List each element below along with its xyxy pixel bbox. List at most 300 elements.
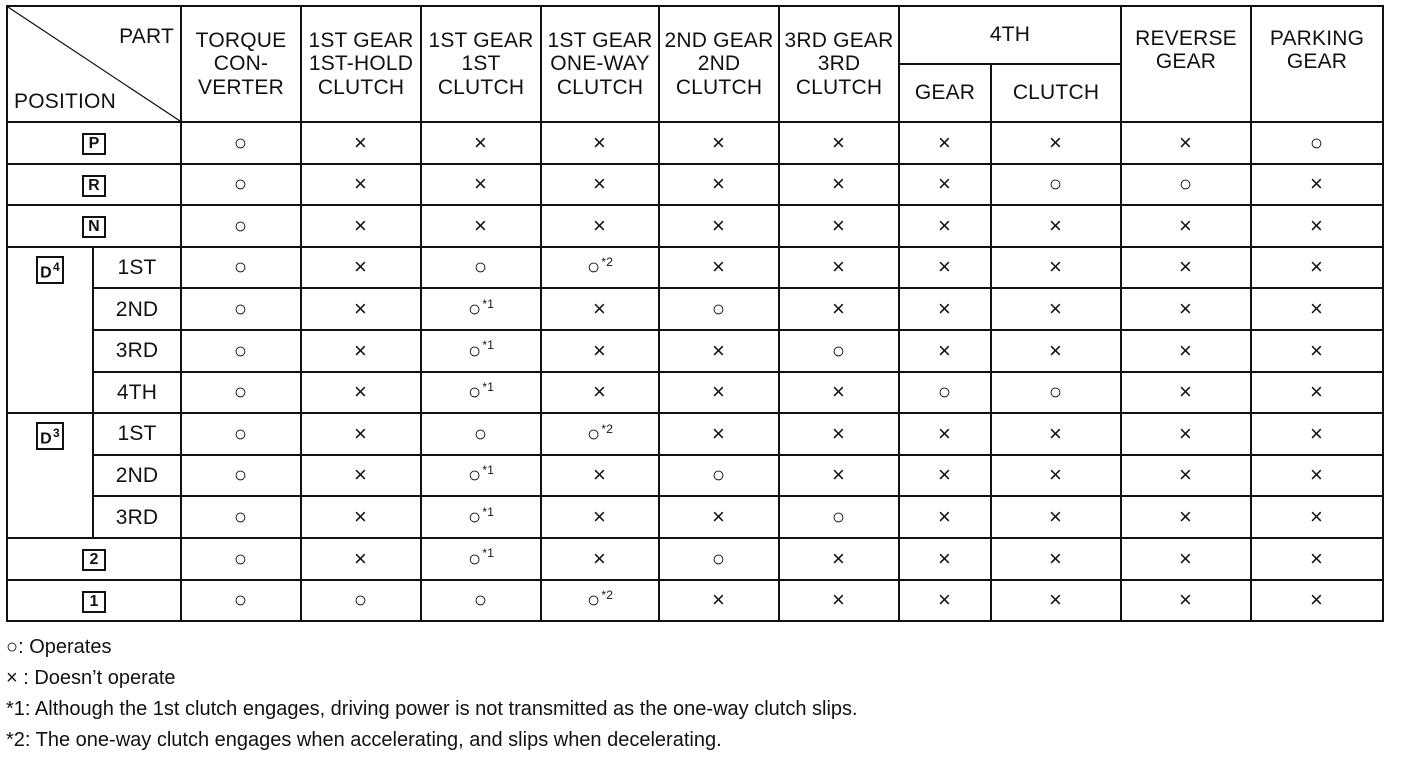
status-cell	[301, 205, 421, 247]
status-symbol: ×	[831, 296, 846, 322]
status-symbol: ×	[711, 254, 726, 280]
legend-operates: ○: Operates	[6, 636, 112, 659]
status-cell	[991, 413, 1121, 455]
status-symbol: ×	[592, 212, 607, 238]
position-cell	[7, 538, 181, 580]
status-symbol: ○	[353, 587, 368, 613]
status-symbol: ×	[1178, 254, 1193, 280]
status-cell	[1251, 164, 1383, 206]
status-symbol: ×	[831, 587, 846, 613]
status-symbol: ×	[1309, 587, 1324, 613]
status-symbol: ○	[711, 462, 726, 488]
status-cell	[181, 413, 301, 455]
status-symbol: ×	[592, 462, 607, 488]
status-symbol: ×	[1048, 504, 1063, 530]
col-4th-gear: GEAR	[899, 64, 991, 122]
status-symbol: ×	[1048, 296, 1063, 322]
status-cell	[1121, 455, 1251, 497]
status-cell	[779, 580, 899, 622]
status-cell	[541, 288, 659, 330]
position-sub: 3	[52, 426, 60, 441]
status-cell	[181, 538, 301, 580]
status-symbol: ×	[353, 420, 368, 446]
status-cell	[421, 580, 541, 622]
status-cell	[541, 538, 659, 580]
status-symbol: ○	[233, 545, 248, 571]
application-table	[6, 5, 1384, 622]
status-cell	[1251, 288, 1383, 330]
status-symbol: ○	[233, 171, 248, 197]
status-cell	[421, 205, 541, 247]
status-symbol: ○	[233, 504, 248, 530]
status-cell	[301, 538, 421, 580]
status-cell	[899, 413, 991, 455]
status-symbol: ○	[233, 462, 248, 488]
status-cell	[181, 580, 301, 622]
status-symbol: ×	[831, 212, 846, 238]
status-cell	[779, 496, 899, 538]
position-letter: D	[40, 264, 52, 282]
status-cell	[1121, 496, 1251, 538]
status-symbol: ○	[233, 420, 248, 446]
status-cell	[1121, 413, 1251, 455]
status-cell	[541, 372, 659, 414]
status-symbol: ×	[1048, 254, 1063, 280]
status-cell	[1121, 330, 1251, 372]
status-cell	[991, 538, 1121, 580]
status-symbol: ×	[353, 296, 368, 322]
status-cell	[899, 247, 991, 289]
status-cell	[541, 330, 659, 372]
status-symbol: ×	[711, 504, 726, 530]
position-d4-symbol	[36, 256, 64, 284]
status-cell	[541, 205, 659, 247]
status-symbol: ×	[1178, 296, 1193, 322]
status-cell	[301, 122, 421, 164]
corner-header	[7, 6, 181, 122]
footnote-ref: *2	[601, 587, 614, 602]
status-symbol: ○	[233, 254, 248, 280]
status-symbol: ×	[353, 462, 368, 488]
footnote-ref: *1	[482, 296, 495, 311]
gear-cell: 1ST	[93, 413, 181, 455]
table-row	[7, 580, 1383, 622]
status-symbol: ×	[831, 545, 846, 571]
status-cell	[991, 330, 1121, 372]
status-symbol: ×	[937, 545, 952, 571]
status-cell	[659, 413, 779, 455]
status-symbol: ×	[711, 129, 726, 155]
status-symbol: ○	[233, 129, 248, 155]
status-symbol: ×	[831, 420, 846, 446]
status-symbol: ×	[1178, 587, 1193, 613]
status-cell	[991, 247, 1121, 289]
col-torque-converter: TORQUE CON- VERTER	[181, 6, 301, 122]
status-cell	[301, 164, 421, 206]
table-row	[7, 496, 1383, 538]
status-symbol: ×	[592, 337, 607, 363]
status-symbol: ×	[711, 420, 726, 446]
status-cell	[1121, 538, 1251, 580]
status-cell	[779, 164, 899, 206]
status-cell	[899, 330, 991, 372]
status-symbol: ×	[711, 212, 726, 238]
status-symbol: ×	[1178, 420, 1193, 446]
status-symbol: ×	[831, 171, 846, 197]
status-symbol: ×	[937, 462, 952, 488]
status-symbol: ○	[233, 212, 248, 238]
position-1: 1	[82, 591, 106, 613]
status-cell	[421, 538, 541, 580]
status-symbol: ○	[473, 420, 488, 446]
status-cell	[991, 122, 1121, 164]
legend-not-operate: × : Doesn’t operate	[6, 667, 176, 690]
status-cell	[1251, 205, 1383, 247]
status-cell	[659, 122, 779, 164]
status-symbol: ×	[1048, 212, 1063, 238]
position-cell	[7, 122, 181, 164]
status-symbol: ○	[711, 545, 726, 571]
footnote-ref: *1	[482, 463, 495, 478]
status-cell	[541, 247, 659, 289]
status-symbol: ×	[592, 296, 607, 322]
gear-cell: 2ND	[93, 288, 181, 330]
table-row	[7, 372, 1383, 414]
status-symbol: ○	[467, 296, 482, 322]
status-cell	[659, 496, 779, 538]
status-symbol: ×	[1048, 545, 1063, 571]
col-1st-clutch: 1ST GEAR 1ST CLUTCH	[421, 6, 541, 122]
status-cell	[899, 538, 991, 580]
status-cell	[541, 496, 659, 538]
status-symbol: ○	[586, 254, 601, 280]
position-d4	[7, 247, 93, 413]
status-symbol: ×	[1178, 504, 1193, 530]
status-cell	[991, 288, 1121, 330]
status-symbol: ○	[586, 587, 601, 613]
status-symbol: ×	[473, 212, 488, 238]
status-symbol: ×	[1048, 129, 1063, 155]
gear-cell: 4TH	[93, 372, 181, 414]
position-d3	[7, 413, 93, 538]
status-cell	[1121, 247, 1251, 289]
position-2: 2	[82, 549, 106, 571]
status-cell	[421, 288, 541, 330]
status-cell	[899, 372, 991, 414]
status-cell	[779, 413, 899, 455]
status-cell	[1121, 580, 1251, 622]
status-symbol: ×	[1309, 171, 1324, 197]
status-cell	[421, 372, 541, 414]
status-symbol: ○	[233, 587, 248, 613]
status-symbol: ×	[1309, 545, 1324, 571]
status-cell	[541, 164, 659, 206]
status-cell	[899, 580, 991, 622]
status-symbol: ○	[473, 587, 488, 613]
status-cell	[181, 372, 301, 414]
status-cell	[659, 538, 779, 580]
table-row	[7, 538, 1383, 580]
status-cell	[991, 455, 1121, 497]
footnote-ref: *2	[601, 255, 614, 270]
status-cell	[1251, 538, 1383, 580]
status-cell	[899, 205, 991, 247]
gear-cell: 3RD	[93, 496, 181, 538]
status-cell	[899, 496, 991, 538]
status-cell	[659, 330, 779, 372]
status-cell	[301, 413, 421, 455]
part-label: PART	[119, 25, 174, 48]
status-cell	[659, 164, 779, 206]
status-symbol: ×	[1309, 296, 1324, 322]
footnote-ref: *1	[482, 379, 495, 394]
status-symbol: ×	[937, 504, 952, 530]
footnote-2: *2: The one-way clutch engages when accelerating, and slips when decelerating.	[6, 729, 722, 752]
status-symbol: ×	[592, 129, 607, 155]
status-symbol: ×	[711, 379, 726, 405]
status-cell	[181, 164, 301, 206]
col-reverse-gear: REVERSE GEAR	[1121, 6, 1251, 122]
status-symbol: ×	[1178, 212, 1193, 238]
table-row	[7, 205, 1383, 247]
status-cell	[421, 413, 541, 455]
status-cell	[301, 330, 421, 372]
status-cell	[541, 413, 659, 455]
status-cell	[1251, 372, 1383, 414]
status-symbol: ×	[937, 212, 952, 238]
footnote-ref: *1	[482, 338, 495, 353]
status-symbol: ○	[831, 504, 846, 530]
status-symbol: ×	[1309, 379, 1324, 405]
status-cell	[779, 247, 899, 289]
table-row	[7, 247, 1383, 289]
status-symbol: ×	[353, 545, 368, 571]
gear-cell: 2ND	[93, 455, 181, 497]
position-cell	[7, 580, 181, 622]
col-2nd-clutch: 2ND GEAR 2ND CLUTCH	[659, 6, 779, 122]
legend	[6, 632, 1382, 756]
status-cell	[301, 288, 421, 330]
status-symbol: ×	[353, 171, 368, 197]
status-cell	[421, 164, 541, 206]
status-symbol: ○	[467, 504, 482, 530]
status-symbol: ○	[473, 254, 488, 280]
status-cell	[991, 164, 1121, 206]
status-cell	[1251, 122, 1383, 164]
status-symbol: ○	[467, 379, 482, 405]
status-cell	[181, 122, 301, 164]
table-row	[7, 330, 1383, 372]
status-cell	[779, 538, 899, 580]
status-cell	[899, 122, 991, 164]
status-cell	[1251, 580, 1383, 622]
status-symbol: ○	[1309, 129, 1324, 155]
table-row	[7, 122, 1383, 164]
table-row	[7, 413, 1383, 455]
status-cell	[541, 455, 659, 497]
status-cell	[301, 247, 421, 289]
status-cell	[779, 330, 899, 372]
status-symbol: ○	[467, 462, 482, 488]
status-symbol: ×	[353, 129, 368, 155]
status-symbol: ×	[592, 171, 607, 197]
status-symbol: ×	[1178, 379, 1193, 405]
status-symbol: ○	[467, 545, 482, 571]
status-cell	[779, 455, 899, 497]
status-cell	[1251, 413, 1383, 455]
col-4th-clutch: CLUTCH	[991, 64, 1121, 122]
status-cell	[1121, 372, 1251, 414]
status-symbol: ×	[353, 337, 368, 363]
status-symbol: ×	[1309, 420, 1324, 446]
status-symbol: ×	[831, 254, 846, 280]
status-cell	[301, 580, 421, 622]
status-symbol: ×	[1048, 420, 1063, 446]
status-symbol: ×	[1309, 254, 1324, 280]
status-cell	[181, 247, 301, 289]
status-symbol: ○	[467, 337, 482, 363]
footnote-ref: *1	[482, 504, 495, 519]
status-cell	[991, 205, 1121, 247]
status-cell	[181, 496, 301, 538]
status-cell	[899, 288, 991, 330]
status-cell	[991, 496, 1121, 538]
status-cell	[181, 205, 301, 247]
status-symbol: ×	[937, 420, 952, 446]
status-symbol: ×	[1048, 337, 1063, 363]
status-cell	[421, 496, 541, 538]
status-symbol: ×	[592, 379, 607, 405]
table-row	[7, 455, 1383, 497]
table-row	[7, 164, 1383, 206]
status-symbol: ×	[711, 171, 726, 197]
status-symbol: ○	[937, 379, 952, 405]
status-symbol: ×	[1178, 129, 1193, 155]
status-symbol: ×	[831, 129, 846, 155]
position-cell	[7, 205, 181, 247]
status-cell	[1121, 205, 1251, 247]
status-cell	[659, 455, 779, 497]
status-symbol: ×	[937, 254, 952, 280]
status-symbol: ×	[353, 504, 368, 530]
status-symbol: ×	[711, 337, 726, 363]
status-cell	[421, 330, 541, 372]
position-p: P	[82, 133, 106, 155]
status-cell	[1251, 247, 1383, 289]
status-cell	[421, 455, 541, 497]
status-cell	[899, 455, 991, 497]
status-symbol: ×	[1309, 212, 1324, 238]
footnote-ref: *2	[601, 421, 614, 436]
position-n: N	[82, 216, 106, 238]
footnote-1: *1: Although the 1st clutch engages, driving power is not transmitted as the one-way clutch slips.	[6, 698, 858, 721]
gear-cell: 3RD	[93, 330, 181, 372]
status-cell	[1251, 330, 1383, 372]
status-symbol: ×	[937, 587, 952, 613]
status-cell	[181, 330, 301, 372]
status-cell	[1121, 164, 1251, 206]
status-symbol: ×	[1048, 587, 1063, 613]
table-row	[7, 288, 1383, 330]
status-symbol: ×	[1178, 545, 1193, 571]
table-body	[7, 122, 1383, 621]
footnote-ref: *1	[482, 546, 495, 561]
status-symbol: ○	[586, 420, 601, 446]
position-label: POSITION	[14, 89, 116, 113]
status-cell	[181, 455, 301, 497]
status-symbol: ○	[1048, 171, 1063, 197]
col-1st-hold-clutch: 1ST GEAR 1ST-HOLD CLUTCH	[301, 6, 421, 122]
status-cell	[301, 372, 421, 414]
gear-cell: 1ST	[93, 247, 181, 289]
status-symbol: ×	[1178, 462, 1193, 488]
status-symbol: ×	[937, 129, 952, 155]
col-4th-group: 4TH	[899, 6, 1121, 64]
col-one-way-clutch: 1ST GEAR ONE-WAY CLUTCH	[541, 6, 659, 122]
status-cell	[301, 496, 421, 538]
status-cell	[779, 288, 899, 330]
status-cell	[659, 372, 779, 414]
position-r: R	[82, 175, 106, 197]
status-symbol: ×	[937, 296, 952, 322]
status-symbol: ○	[233, 379, 248, 405]
position-cell	[7, 164, 181, 206]
status-symbol: ×	[1309, 504, 1324, 530]
status-cell	[541, 580, 659, 622]
position-letter: D	[40, 430, 52, 448]
status-symbol: ○	[1048, 379, 1063, 405]
position-d3-symbol	[36, 422, 64, 450]
status-cell	[779, 372, 899, 414]
status-cell	[991, 580, 1121, 622]
status-cell	[899, 164, 991, 206]
status-symbol: ×	[937, 171, 952, 197]
status-symbol: ○	[711, 296, 726, 322]
col-parking-gear: PARKING GEAR	[1251, 6, 1383, 122]
status-symbol: ×	[711, 587, 726, 613]
status-symbol: ×	[473, 129, 488, 155]
status-cell	[779, 122, 899, 164]
clutch-application-chart	[6, 5, 1382, 756]
status-cell	[181, 288, 301, 330]
status-cell	[1121, 288, 1251, 330]
status-symbol: ×	[473, 171, 488, 197]
status-symbol: ×	[831, 379, 846, 405]
status-cell	[301, 455, 421, 497]
status-symbol: ×	[1048, 462, 1063, 488]
status-symbol: ×	[1309, 337, 1324, 363]
status-symbol: ×	[1178, 337, 1193, 363]
status-symbol: ×	[592, 545, 607, 571]
status-cell	[1251, 496, 1383, 538]
status-cell	[421, 122, 541, 164]
status-cell	[659, 205, 779, 247]
status-cell	[541, 122, 659, 164]
status-symbol: ○	[233, 296, 248, 322]
status-symbol: ×	[831, 462, 846, 488]
status-cell	[421, 247, 541, 289]
status-cell	[659, 288, 779, 330]
position-sub: 4	[52, 259, 60, 274]
status-symbol: ×	[1309, 462, 1324, 488]
status-symbol: ×	[937, 337, 952, 363]
status-cell	[1251, 455, 1383, 497]
status-cell	[659, 247, 779, 289]
status-cell	[779, 205, 899, 247]
status-symbol: ○	[1178, 171, 1193, 197]
status-symbol: ×	[353, 212, 368, 238]
status-cell	[991, 372, 1121, 414]
